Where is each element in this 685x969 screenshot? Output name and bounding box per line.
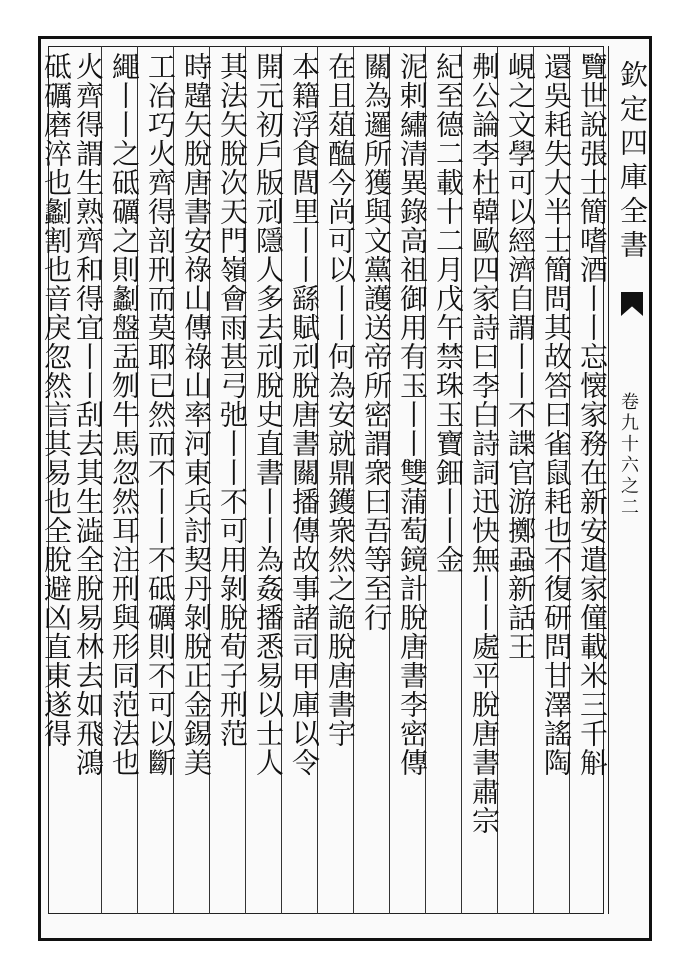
text-column: 在且葅醢今尚可以丨丨何為安就鼎鑊衆然之詭脫唐書宇 [324, 52, 357, 748]
text-column: 還吳耗失大半士簡問其故答曰雀鼠耗也不復研問甘澤謠陶 [540, 52, 573, 777]
text-column: 峴之文學可以經濟自謂丨丨不諜官游擲蝨新話王 [504, 52, 537, 661]
text-column: 覽世說張士簡嗜酒丨丨忘懐家務在新安遣家僮載米三千斛 [576, 52, 609, 777]
text-column: 開元初戶版刓隱人多去刓脫史直書丨丨為姦播悉易以士人 [252, 52, 285, 777]
text-column: 關為邏所獲與文黨護送帝所密謂衆曰吾等至行 [360, 52, 393, 632]
text-column: 火齊得謂生熟齊和得宜丨丨刮去其生澁全脫易林去如飛鴻 [72, 52, 105, 777]
book-title: 欽定四庫全書 [616, 60, 649, 264]
text-column: 本籍浮食閭里丨丨繇賦刓脫唐書關播傳故事諸司甲庫以令 [288, 52, 321, 777]
text-column: 繩丨丨之砥礪之則劙盤盂刎牛馬忽然耳注刑與形同范法也 [108, 52, 141, 777]
text-column: 其法矢脫次天門嶺會雨甚弓弛丨丨不可用剝脫荀子刑范 [216, 52, 249, 748]
text-column: 時韙矢脫唐書安祿山傳祿山率河東兵討契丹剝脫正金錫美 [180, 52, 213, 777]
text-column: 刜公論李杜韓歐四家詩曰李白詩詞迅快無丨丨處平脫唐書肅宗 [468, 52, 501, 835]
text-column: 泥剌繡清異錄高祖御用有玉丨丨雙蒲萄鏡計脫唐書李密傳 [396, 52, 429, 777]
text-column: 砥礪磨淬也劙割也音戾忽然言其易也全脫避凶直東遂得 [40, 52, 73, 748]
volume-label: 卷九十六之二 [618, 392, 639, 518]
text-column: 紀至德二載十二月戊午禁珠玉寶鈿丨丨金 [432, 52, 465, 574]
text-column: 工冶巧火齊得剖刑而莫耶已然而不丨丨不砥礪則不可以斷 [144, 52, 177, 777]
